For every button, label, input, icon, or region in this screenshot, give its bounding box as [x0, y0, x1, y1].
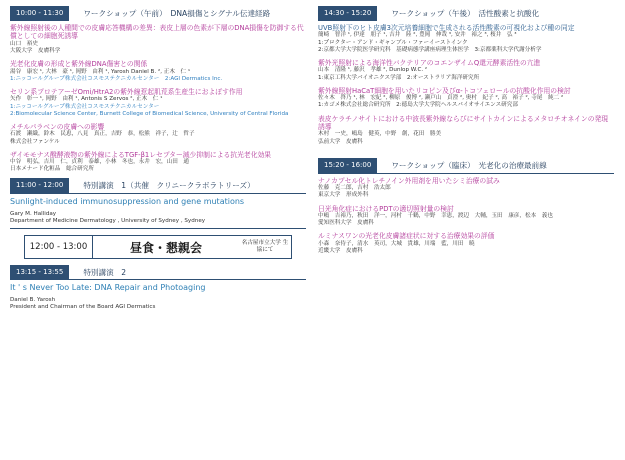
session-time: 15:20 - 16:00 — [318, 158, 377, 173]
talk-affiliation: 株式会社ファンケル — [10, 138, 60, 145]
talk-authors: 佐々木 啓乃 ¹, 林 宏紀 ², 柳原 俊博 ², 瀬戸山 貞澄 ², 奥村 紀子 ², 高 裕子 ², 寺尾 純二 ² — [318, 95, 564, 102]
talk-title: 紫外線照射HaCaT細胞を用いたリコピン及びα-トコフェロールの抗酸化作用の検討 — [318, 86, 571, 95]
lecture-speaker: Daniel B. Yarosh — [10, 297, 56, 304]
talk-title: 表皮ケラチノサイトにおける中波長紫外線ならびにサイトカインによるメタロチオネインの発現誘導 — [318, 114, 609, 132]
talk-title: 光老化皮膚の形成と紫外線DNA傷害との関係 — [10, 60, 148, 69]
session-label: ワークショップ（臨床） 光老化の治療最前線 — [391, 161, 547, 171]
session-time: 14:30 - 15:20 — [318, 6, 377, 21]
talk-authors: 石渡 瀬織，鈴木 民恵，八見 真正，吉野 恭，松熊 祥子，辻 哲子 — [10, 131, 195, 138]
talk-affiliation: 1:東京工科大学バイオニクス学部 2:オーストラリア海洋研究所 — [318, 74, 480, 81]
talk-authors: 湯谷 康宏 ¹, 大林 豪 ¹, 岡野 由利 ¹, Yarosh Daniel B. ², 正木 仁 ¹ — [10, 68, 191, 75]
special-lecture-header — [10, 265, 306, 280]
talk-affiliation: 日本メナード化粧品 総合研究所 — [10, 166, 94, 173]
session-time: 13:15 - 13:55 — [10, 265, 69, 280]
talk-affiliation: 1:プロクター・アンド・ギャンブル・ファーイーストインク — [318, 39, 468, 46]
talk-title: ザイモモナス醗酵液物の紫外線によるTGF-β1レセプター減少抑制による抗光老化効果 — [10, 150, 272, 159]
talk-item — [10, 24, 306, 55]
talk-item — [10, 60, 306, 83]
talk-authors: 木村 一史，嶋島 健英，中野 創，花田 勝美 — [318, 131, 442, 138]
talk-authors: 中谷 明弘，吉川 仁，貞利 泰雄，小林 冬也，永井 宏，山田 通 — [10, 159, 190, 166]
talk-item — [318, 115, 614, 146]
session-header — [10, 6, 306, 21]
lunch-time: 12:00 - 13:00 — [25, 236, 93, 258]
talk-title: メチルパラベンの皮膚への影響 — [10, 123, 105, 132]
talk-affiliation: 弘前大学 皮膚科 — [318, 138, 363, 145]
session-time: 10:00 - 11:30 — [10, 6, 69, 21]
talk-affiliation: 愛知医科大学 皮膚科 — [318, 220, 374, 227]
lecture-speaker: Gary M. Halliday — [10, 210, 57, 217]
lunch-name: 昼食・懇親会 — [129, 240, 202, 255]
talk-title: 紫外光照射による海洋性バクテリアのコエンザイムQ還元酵素活性の亢進 — [318, 59, 541, 68]
talk-item — [10, 123, 306, 146]
talk-title: ナノカプセル化トレチノイン外用剤を用いたシミ治療の試み — [318, 176, 500, 185]
session-header — [318, 159, 614, 174]
talk-affiliation: 近畿大学 皮膚科 — [318, 248, 363, 255]
talk-authors: 中嶋 吉裕乃，秋田 洋一，河村 千鶴，中野 幸恵，渡辺 大輔，玉田 康彦，松本 義也 — [318, 213, 553, 220]
lecture-title: Sunlight-induced immunosuppression and gene mutations — [10, 196, 245, 206]
lecture-affiliation: Department of Medicine Dermatology , University of Sydney , Sydney — [10, 217, 206, 224]
talk-affiliation: 大阪大学 皮膚科学 — [10, 48, 61, 55]
talk-title: UVB照射下のヒト皮膚3次元培養細胞で生成される活性酸素の可視化および種の同定 — [318, 24, 575, 32]
talk-item — [10, 88, 306, 118]
talk-item — [318, 24, 614, 54]
talk-item — [318, 232, 614, 255]
right-column — [318, 6, 614, 260]
talk-item — [318, 177, 614, 200]
talk-authors: 矢作 彰一 ¹, 岡野 由利 ¹, Antonis S Zervos ², 正木 仁 ¹ — [10, 96, 163, 103]
talk-title: 日光角化症におけるPDTの適切照射量の検討 — [318, 204, 454, 213]
talk-affiliation: 1:ニッコールグループ株式会社コスモステクニカルセンター 2:AGI Dermatics Inc. — [10, 75, 223, 82]
lecture-affiliation: President and Chairman of the Board AGI Dermatics — [10, 304, 156, 311]
lunch-venue: 名古屋市立大学 生協にて — [241, 240, 289, 254]
talk-authors: 佐藤 克二郎，吉村 浩太郎 — [318, 185, 391, 192]
talk-title: ルミナスワンの光老化皮膚諸症状に対する治療効果の評価 — [318, 232, 495, 241]
session-label: 特別講演 2 — [83, 267, 127, 277]
lecture-title: It ' s Never Too Late: DNA Repair and Photoaging — [10, 283, 206, 293]
talk-item — [10, 151, 306, 174]
talk-title: 紫外線照射後の人種間での皮膚応答機構の差異：表皮上層の色素が下層のDNA損傷を防御する代償としての細胞死誘導 — [10, 24, 304, 41]
session-header — [318, 6, 614, 21]
talk-item — [318, 87, 614, 110]
session-label: ワークショップ（午後） 活性酸素と抗酸化 — [391, 9, 540, 18]
talk-authors: 簡崎 智洋 ¹, 伊達 朋子 ¹, 吉井 陸 ², 豊岡 伸哉 ³, 安井 裕之 ³, 桜井 弘 ³ — [318, 32, 517, 39]
talk-affiliation: 1:ニッコールグループ株式会社コスモステクニカルセンター — [10, 103, 160, 110]
talk-affiliation: 東京大学 形成外科 — [318, 192, 369, 199]
talk-affiliation-2: 2:京都大学大学院医学研究科 基礎病態学講座病理生体医学 3:京都薬科大学代謝分析学 — [318, 46, 542, 53]
session-time: 11:00 - 12:00 — [10, 178, 69, 193]
divider — [10, 228, 306, 229]
left-column — [10, 6, 306, 311]
special-lecture-header — [10, 179, 306, 194]
talk-authors: 山本 清隆 ¹, 藤沢 孝雄 ², Dunlop W.C. ² — [318, 67, 428, 74]
talk-authors: 山口 裕史 — [10, 40, 38, 47]
talk-affiliation: 1:カゴメ株式会社総合研究所 2:徳島大学大学院ヘルスバイオサイエンス研究部 — [318, 102, 518, 109]
session-label: ワークショップ（午前） DNA損傷とシグナル伝達経路 — [83, 9, 271, 18]
lunch-box — [24, 235, 292, 259]
talk-title: セリン系プロテアーゼOmi/HtrA2の紫外線惹起肌荒系生産生におよぼす作用 — [10, 88, 243, 97]
talk-affiliation-2: 2:Biomolecular Science Center, Burnett College of Biomedical Science, University of Central Florida — [10, 110, 289, 117]
talk-item — [318, 205, 614, 228]
talk-item — [318, 59, 614, 82]
session-label: 特別講演 1（共催 クリニークラボラトリーズ） — [83, 181, 255, 191]
talk-authors: 小森 奈侍子，清水 英司，大城 貴雄，川端 藍，川田 暁 — [318, 240, 475, 247]
